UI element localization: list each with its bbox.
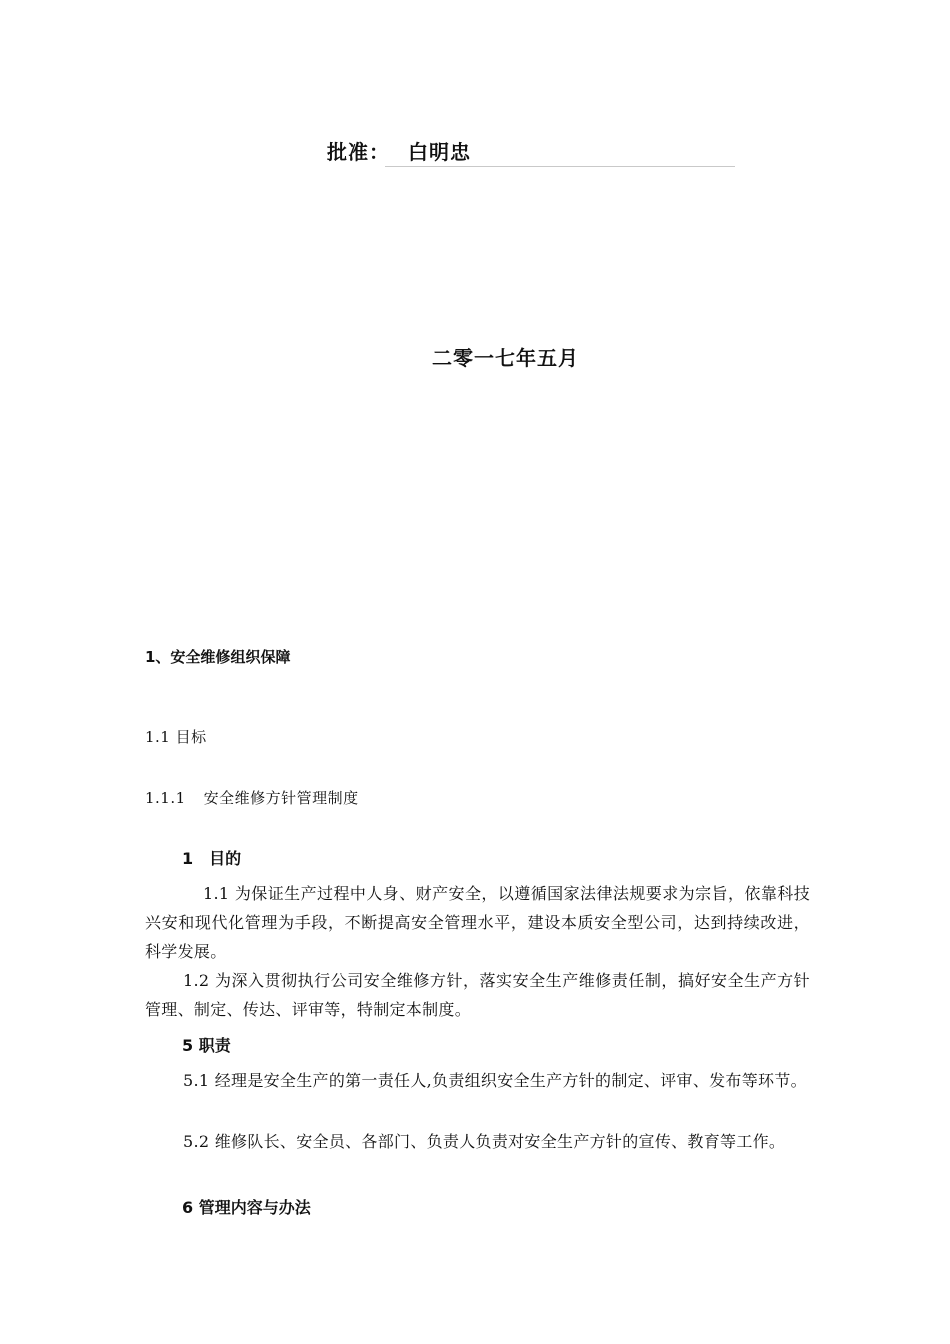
subsection-heading-1-1-1 (145, 787, 359, 808)
document-date: 二零一七年五月 (432, 346, 579, 370)
paragraph-1-2: 1.2 为深入贯彻执行公司安全维修方针，落实安全生产维修责任制，搞好安全生产方针管理、制定、传达、评审等，特制定本制度。 (145, 971, 810, 1019)
paragraph-1-1: 1.1 为保证生产过程中人身、财产安全，以遵循国家法律法规要求为宗旨，依靠科技兴安和现代化管理为手段，不断提高安全管理水平，建设本质安全型公司，达到持续改进，科学发展。 (145, 884, 810, 961)
approval-label: 批准： (327, 140, 390, 164)
approval-block (327, 136, 471, 168)
heading-responsibilities: 5 职责 (182, 1036, 231, 1055)
paragraph-5-1: 5.1 经理是安全生产的第一责任人,负责组织安全生产方针的制定、评审、发布等环节。 (183, 1071, 807, 1090)
subsection-heading-1-1: 1.1 目标 (145, 728, 207, 746)
signature-underline (385, 166, 735, 167)
heading-management: 6 管理内容与办法 (182, 1198, 311, 1217)
subsection-title: 安全维修方针管理制度 (203, 789, 359, 807)
paragraph-5-2: 5.2 维修队长、安全员、各部门、负责人负责对安全生产方针的宣传、教育等工作。 (183, 1132, 786, 1151)
subsection-number: 1.1.1 (145, 789, 186, 807)
section-heading: 1、安全维修组织保障 (145, 648, 291, 666)
approver-name: 白明忠 (408, 140, 471, 164)
heading-purpose: 1 目的 (182, 849, 242, 868)
